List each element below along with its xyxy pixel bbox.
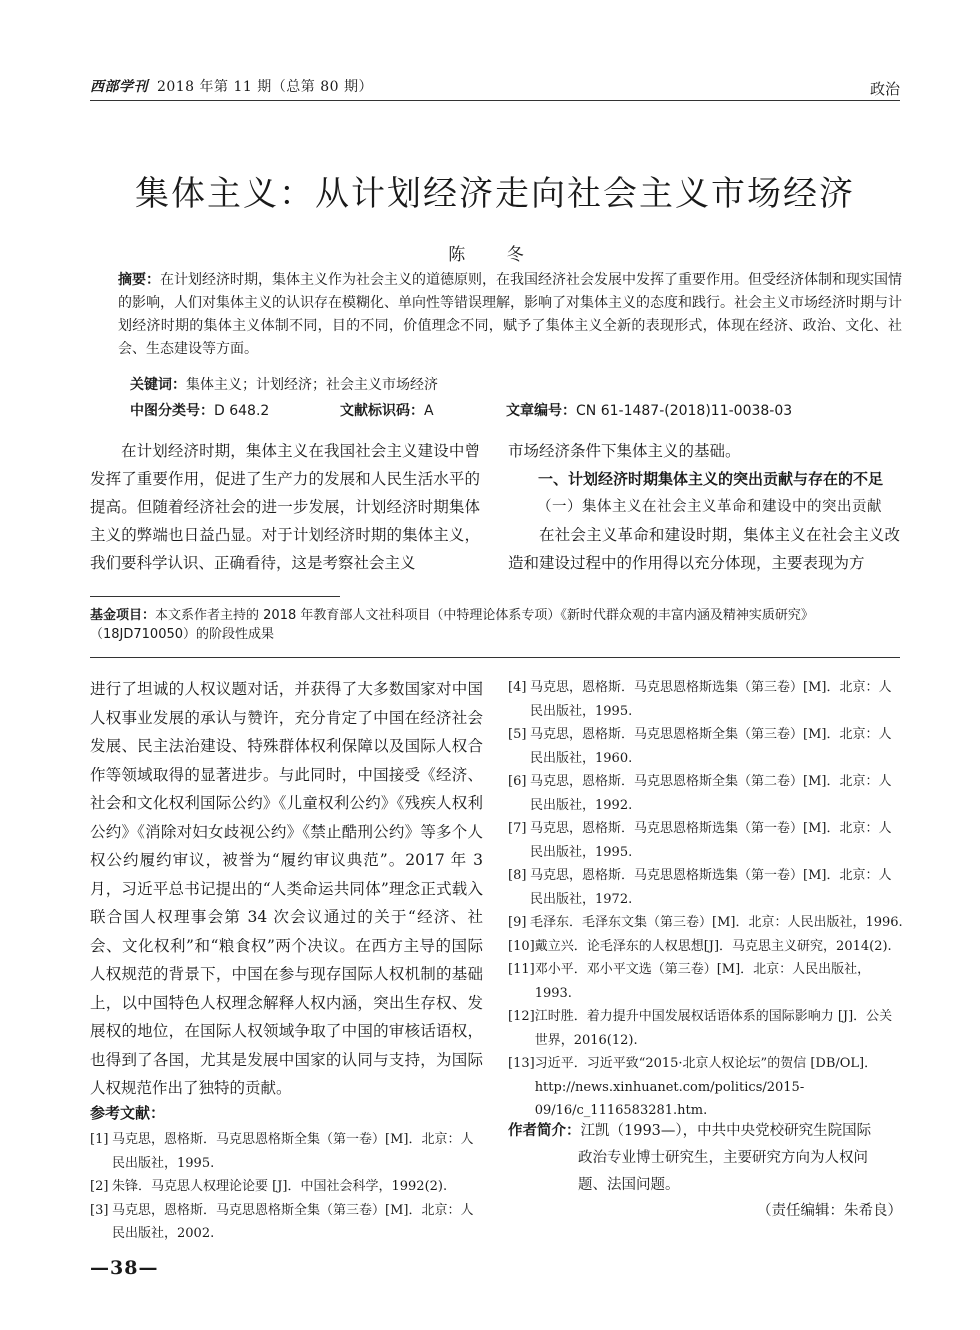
left-bottom-column	[90, 675, 483, 1103]
reference-list-right	[508, 676, 904, 1123]
article-number	[506, 400, 792, 420]
reference-text: 邓小平．邓小平文选（第三卷）[M]．北京：人民出版社，1993.	[534, 962, 871, 1001]
reference-number: [13]	[508, 1056, 535, 1071]
reference-item	[508, 864, 904, 911]
section-heading: 一、计划经济时期集体主义的突出贡献与存在的不足	[538, 470, 884, 488]
reference-item	[508, 723, 904, 770]
section-paragraph: 在社会主义革命和建设时期，集体主义在社会主义改造和建设过程中的作用得以充分体现，主要表现为方	[508, 526, 900, 572]
reference-number: [4]	[508, 680, 527, 695]
bio-line2: 政治专业博士研究生，主要研究方向为人权问	[578, 1150, 868, 1166]
funding-label: 基金项目：	[90, 608, 156, 623]
bio-line3: 题、法国问题。	[578, 1177, 680, 1193]
funding-note	[90, 606, 905, 644]
reference-item	[508, 770, 904, 817]
reference-text: 马克思，恩格斯．马克思恩格斯全集（第三卷）[M]．北京：人民出版社，2002.	[112, 1202, 474, 1241]
reference-item	[90, 1175, 486, 1199]
reference-number: [9]	[508, 915, 527, 930]
reference-number: [6]	[508, 774, 527, 789]
intro-paragraph: 在计划经济时期，集体主义在我国社会主义建设中曾发挥了重要作用，促进了生产力的发展和人民生活水平的提高。但随着经济社会的进一步发展，计划经济时期集体主义的弊端也日益凸显。对于计划经济时期的集体主义，我们要科学认识、正确看待，这是考察社会主义	[90, 442, 480, 572]
art-label: 文章编号：	[506, 403, 576, 419]
reference-item	[90, 1128, 486, 1175]
clc-label: 中图分类号：	[130, 403, 214, 419]
reference-number: [7]	[508, 821, 527, 836]
footnote-rule	[90, 596, 340, 597]
reference-text: 马克思，恩格斯．马克思恩格斯选集（第三卷）[M]．北京：人民出版社，1995.	[530, 680, 892, 719]
reference-number: [1]	[90, 1132, 109, 1147]
reference-number: [10]	[508, 938, 535, 954]
reference-text: 马克思，恩格斯．马克思恩格斯全集（第二卷）[M]．北京：人民出版社，1992.	[530, 774, 892, 813]
reference-number: [12]	[508, 1009, 535, 1024]
references-heading: 参考文献：	[90, 1104, 166, 1122]
continuation-text: 市场经济条件下集体主义的基础。	[508, 442, 741, 460]
reference-number: [5]	[508, 727, 527, 742]
doc-code	[340, 400, 434, 420]
art-value: CN 61-1487-(2018)11-0038-03	[576, 403, 793, 419]
reference-number: [3]	[90, 1202, 109, 1218]
article-author: 陈 冬	[448, 245, 542, 265]
article-title: 集体主义：从计划经济走向社会主义市场经济	[135, 174, 855, 214]
reference-item	[508, 935, 904, 959]
reference-text: 马克思，恩格斯．马克思恩格斯选集（第一卷）[M]．北京：人民出版社，1972.	[530, 868, 892, 907]
keywords-label: 关键词：	[130, 377, 186, 393]
header-rule	[90, 100, 900, 101]
right-top-column	[508, 437, 900, 577]
keywords-text: 集体主义；计划经济；社会主义市场经济	[186, 377, 438, 393]
reference-item	[508, 1005, 904, 1052]
bio-line1: 江凯（1993—），中共中央党校研究生院国际	[580, 1123, 872, 1139]
bio-label: 作者简介：	[508, 1123, 581, 1139]
reference-item	[508, 958, 904, 1005]
issue-info: 2018 年第 11 期（总第 80 期）	[156, 79, 373, 95]
reference-list-left	[90, 1128, 486, 1246]
intro-column	[90, 437, 480, 577]
reference-number: [2]	[90, 1179, 109, 1194]
keywords	[130, 374, 438, 394]
journal-name: 西部学刊	[90, 79, 148, 95]
reference-item	[508, 911, 904, 935]
reference-text: 戴立兴．论毛泽东的人权思想[J]．马克思主义研究，2014(2).	[534, 938, 892, 954]
running-header-journal	[90, 76, 373, 96]
reference-text: 习近平．习近平致“2015·北京人权论坛”的贺信 [DB/OL]．http://news.xinhuanet.com/politics/2015-09/16/c_1116583281.htm.	[534, 1056, 878, 1118]
reference-text: 毛泽东．毛泽东文集（第三卷）[M]．北京：人民出版社，1996.	[530, 915, 903, 930]
doc-value: A	[424, 403, 434, 419]
doc-label: 文献标识码：	[340, 403, 424, 419]
reference-item	[508, 1052, 904, 1123]
funding-text: 本文系作者主持的 2018 年教育部人文社科项目（中特理论体系专项）《新时代群众观的丰富内涵及精神实质研究》（18JD710050）的阶段性成果	[90, 608, 814, 642]
subsection-heading: （一）集体主义在社会主义革命和建设中的突出贡献	[537, 499, 882, 515]
abstract	[118, 269, 902, 361]
reference-text: 马克思，恩格斯．马克思恩格斯全集（第一卷）[M]．北京：人民出版社，1995.	[112, 1132, 474, 1171]
reference-item	[508, 817, 904, 864]
clc-code	[130, 400, 269, 420]
reference-number: [8]	[508, 868, 527, 883]
reference-text: 朱锋．马克思人权理论论要 [J]．中国社会科学，1992(2).	[112, 1179, 448, 1194]
abstract-label: 摘要：	[118, 272, 160, 288]
responsible-editor: （责任编辑：朱希良）	[757, 1203, 902, 1219]
abstract-text: 在计划经济时期，集体主义作为社会主义的道德原则，在我国经济社会发展中发挥了重要作用。但受经济体制和现实国情的影响，人们对集体主义的认识存在模糊化、单向性等错误理解，影响了对集体主义的态度和践行。社会主义市场经济时期与计划经济时期的集体主义体制不同，目的不同，价值理念不同，赋予了集体主义全新的表现形式，体现在经济、政治、文化、社会、生态建设等方面。	[118, 272, 902, 357]
reference-item	[508, 676, 904, 723]
reference-text: 马克思，恩格斯．马克思恩格斯全集（第三卷）[M]．北京：人民出版社，1960.	[530, 727, 892, 766]
reference-text: 马克思，恩格斯．马克思恩格斯选集（第一卷）[M]．北京：人民出版社，1995.	[530, 821, 892, 860]
reference-number: [11]	[508, 962, 535, 977]
clc-value: D 648.2	[214, 403, 270, 419]
page-number: —38—	[90, 1257, 159, 1279]
author-bio	[508, 1118, 904, 1199]
section-label: 政治	[869, 80, 900, 98]
body-paragraph: 进行了坦诚的人权议题对话，并获得了大多数国家对中国人权事业发展的承认与赞许，充分肯定了中国在经济社会发展、民主法治建设、特殊群体权利保障以及国际人权合作等领域取得的显著进步。与此同时，中国接受《经济、社会和文化权利国际公约》《儿童权利公约》《残疾人权利公约》《消除对妇女歧视公约》《禁止酷刑公约》等多个人权公约履约审议，被誉为“履约审议典范”。2017 年 3 月，习近平总书记提出的“人类命运共同体”理念正式载入联合国人权理事会第 34 次会议通过的关于“经济、社会、文化权利”和“粮食权”两个决议。在西方主导的国际人权规范的背景下，中国在参与现存国际人权机制的基础上，以中国特色人权理念解释人权内涵，突出生存权、发展权的地位，在国际人权领域争取了中国的审核话语权，也得到了各国，尤其是发展中国家的认同与支持，为国际人权规范作出了独特的贡献。	[90, 680, 483, 1097]
reference-text: 江时胜．着力提升中国发展权话语体系的国际影响力 [J]．公关世界，2016(12).	[534, 1009, 893, 1048]
section-rule	[90, 657, 900, 658]
reference-item	[90, 1199, 486, 1246]
